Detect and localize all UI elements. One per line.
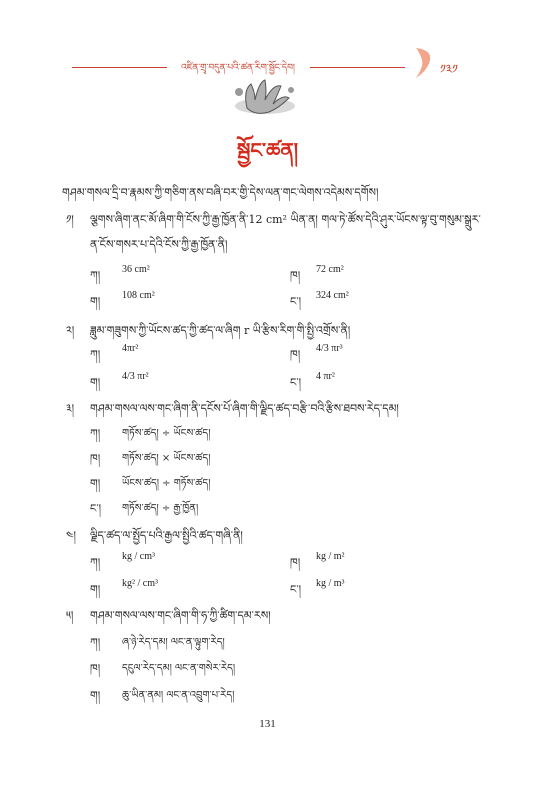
option-label: ཁ། bbox=[290, 556, 301, 569]
option-value: གཏོས་ཚད། ÷ ཡོངས་ཚད། bbox=[122, 428, 211, 439]
option-label: ཀ། bbox=[90, 427, 101, 440]
option-label: ཁ། bbox=[90, 452, 101, 465]
option-label: ཁ། bbox=[290, 348, 301, 361]
option-value: ཞ་ཉེ་རེད་དམ། ལང་ན་ལྟུག་རེད། bbox=[122, 637, 225, 648]
page-number: 131 bbox=[259, 718, 276, 730]
option-label: ང་། bbox=[290, 295, 302, 308]
option-label: ག། bbox=[90, 477, 101, 490]
question-text-cont: ན་ངོས་གསར་པ་དེའི་ངོས་ཀྱི་རྒྱ་ཁྱོན་ནི། bbox=[90, 238, 228, 251]
option-label: ང་། bbox=[90, 502, 102, 515]
option-value: དངུལ་རེད་དམ། ལང་ན་གསེར་རེད། bbox=[122, 663, 236, 674]
option-value: 4πr² bbox=[122, 343, 139, 354]
exercise-heading: སྦྱོང་ཚན། bbox=[236, 138, 299, 162]
option-value: གཏོས་ཚད། ÷ རྒྱ་ཁྱོན། bbox=[122, 503, 199, 514]
header-page-number: ༡༣༡ bbox=[440, 62, 458, 76]
option-value: 108 cm² bbox=[122, 290, 155, 301]
option-label: ཀ། bbox=[90, 269, 101, 282]
header-rule-right bbox=[310, 67, 405, 68]
option-value: kg / cm³ bbox=[122, 551, 155, 562]
option-value: གཏོས་ཚད། × ཡོངས་ཚད། bbox=[122, 453, 211, 464]
question-text: གཤམ་གསལ་ལས་གང་ཞིག་གི་ཧ་ཀྱི་ཚིག་དམ་རས། bbox=[90, 609, 271, 622]
question-text: གཤམ་གསལ་ལས་གང་ཞིག་ནི་དངོས་པོ་ཞིག་གི་ལྗིད་ཚད་བརྩི་བའི་རྩིས་ཐབས་རེད་དམ། bbox=[90, 402, 399, 415]
header-title: འཛིན་གྲྭ་བདུན་པའི་ཚན་རིག་སྦྱོང་དེབ། bbox=[181, 63, 295, 73]
option-label: ག། bbox=[90, 295, 101, 308]
page-tab-icon bbox=[410, 48, 434, 78]
option-value: 36 cm² bbox=[122, 264, 150, 275]
option-value: 4 πr² bbox=[316, 371, 335, 382]
question-text: ཟླུམ་གཟུགས་ཀྱི་ཡོངས་ཚད་ཀྱི་ཚད་ལ་ཞིག r ཡི་རྩིས་རིག་གི་སྤྱི་འགྲོས་ནི། bbox=[90, 324, 351, 337]
option-value: kg / m² bbox=[316, 551, 345, 562]
option-label: ཀ། bbox=[90, 348, 101, 361]
option-value: 4/3 πr² bbox=[122, 371, 149, 382]
option-label: ང་། bbox=[290, 583, 302, 596]
option-label: ག། bbox=[90, 376, 101, 389]
question-number: ༢། bbox=[66, 324, 75, 337]
option-value: 4/3 πr³ bbox=[316, 343, 343, 354]
option-value: ཡོངས་ཚད། ÷ གཏོས་ཚད། bbox=[122, 478, 211, 489]
option-label: ཁ། bbox=[290, 269, 301, 282]
question-text: ལྗིད་ཚད་ལ་སྤྱོད་པའི་རྒྱལ་སྤྱིའི་ཚད་གཞི་ནི། bbox=[90, 529, 243, 542]
option-label: ཁ། bbox=[90, 662, 101, 675]
question-number: ༥། bbox=[66, 609, 74, 622]
option-value: kg / m³ bbox=[316, 578, 345, 589]
hands-illustration bbox=[225, 78, 305, 120]
option-value: kg² / cm³ bbox=[122, 578, 158, 589]
option-value: 72 cm² bbox=[316, 264, 344, 275]
option-label: ཀ། bbox=[90, 636, 101, 649]
option-label: ང་། bbox=[290, 376, 302, 389]
question-number: ༡། bbox=[66, 213, 74, 226]
option-value: ཆུ་ཡིན་ནམ། ལང་ན་འབྲུག་པ་རེད། bbox=[122, 690, 235, 701]
header-rule-left bbox=[72, 67, 167, 68]
instruction-text: གཤམ་གསལ་དྲི་བ་རྣམས་ཀྱི་གཅིག་ནས་བཞི་བར་གྱི་དེས་ལན་གང་ལེགས་འདེམས་དགོས། bbox=[62, 186, 379, 199]
option-value: 324 cm² bbox=[316, 290, 349, 301]
question-number: ༤། bbox=[66, 529, 76, 542]
option-label: ཀ། bbox=[90, 556, 101, 569]
option-label: ག། bbox=[90, 583, 101, 596]
question-number: ༣། bbox=[66, 402, 75, 415]
option-label: ག། bbox=[90, 689, 101, 702]
question-text: ལྕགས་ཞིག་ནང་མོ་ཞིག་གི་ངོས་ཀྱི་རྒྱ་ཁྱོན་ནི་12 cm² ཡིན་ན། གལ་ཏེ་ཚོས་དེའི་ཤུར་ཡོངས་ལྟ་བུ་གསུམ་སྒྲུར་ bbox=[90, 213, 481, 226]
